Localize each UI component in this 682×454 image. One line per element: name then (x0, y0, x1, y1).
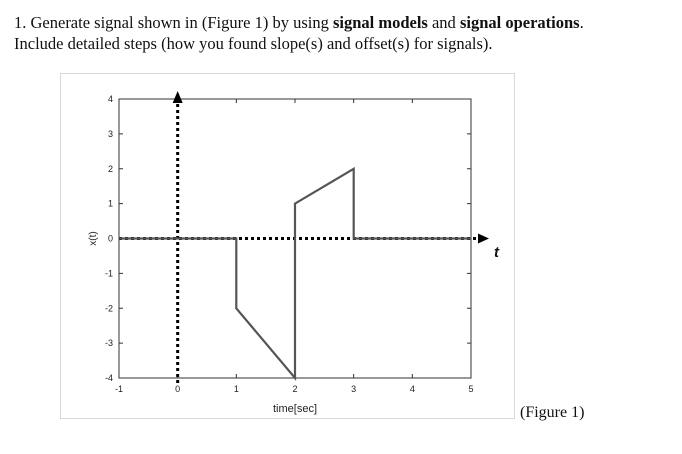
y-tick-label: 0 (107, 233, 113, 244)
y-tick-label: -2 (104, 303, 113, 314)
y-tick-label: -3 (104, 338, 113, 349)
x-tick-label: 3 (351, 384, 357, 394)
x-tick-label: 1 (233, 384, 239, 394)
signal-line (119, 169, 471, 378)
x-tick-label: 2 (292, 384, 298, 394)
bold-signal-operations: signal operations (459, 13, 580, 32)
t-label: t (494, 244, 499, 261)
y-tick-label: -1 (104, 268, 113, 279)
y-axis-label: x(t) (88, 231, 99, 246)
y-tick-label: -4 (104, 373, 113, 383)
x-tick-label: -1 (114, 384, 124, 394)
bold-signal-models: signal models (332, 13, 428, 32)
y-tick-label: 1 (107, 198, 113, 209)
question-line-2: Include detailed steps (how you found slope(s) and offset(s) for signals). (14, 34, 493, 53)
x-tick-label: 5 (468, 384, 474, 394)
t-axis-arrowhead (478, 234, 489, 244)
figure-caption: (Figure 1) (520, 404, 585, 421)
y-tick-label: 4 (107, 94, 113, 104)
tick-labels (105, 94, 474, 394)
x-axis-label: time[sec] (272, 403, 318, 415)
question-line-1: 1. Generate signal shown in (Figure 1) by using signal models and signal operations. (14, 13, 584, 32)
y-tick-label: 3 (107, 128, 113, 139)
x-tick-label: 0 (175, 384, 181, 394)
question-number: 1. (14, 13, 27, 32)
vertical-axis-arrowhead (173, 91, 183, 103)
x-tick-label: 4 (409, 384, 415, 394)
y-tick-label: 2 (107, 163, 113, 174)
